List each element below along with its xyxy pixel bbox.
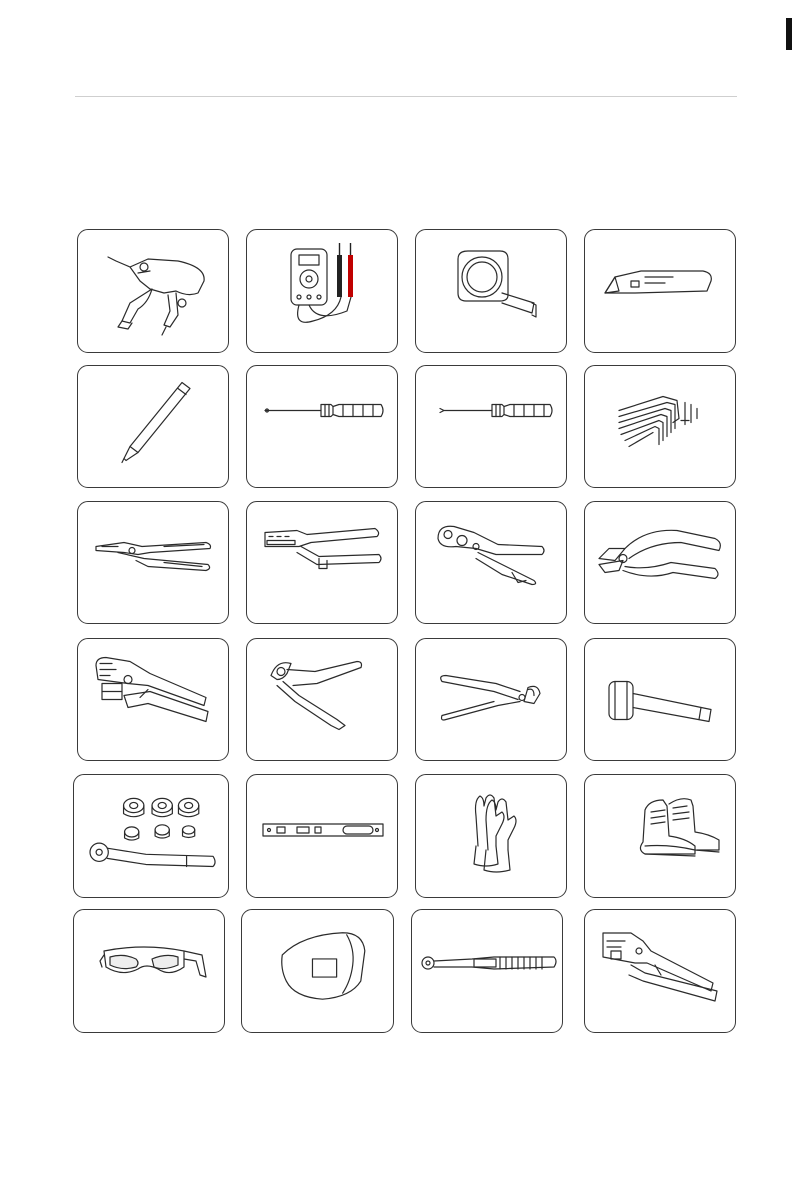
tool-tile	[584, 909, 736, 1033]
tool-tile	[415, 501, 567, 624]
tool-tile	[241, 909, 394, 1033]
spirit-level-icon	[247, 775, 397, 897]
safety-boots-icon	[585, 775, 735, 897]
tape-measure-icon	[416, 230, 566, 352]
terminal-crimper-icon	[78, 639, 228, 760]
tool-tile	[584, 774, 736, 898]
mc4-crimping-tool-icon	[585, 910, 735, 1032]
phillips-screwdriver-icon	[247, 366, 397, 487]
tool-tile	[77, 638, 229, 761]
cable-cutter-icon	[416, 639, 566, 760]
insulated-gloves-icon	[416, 775, 566, 897]
safety-goggles-icon	[74, 910, 224, 1032]
tool-tile	[77, 501, 229, 624]
cable-shears-icon	[247, 639, 397, 760]
hex-key-set-icon	[585, 366, 735, 487]
header-rule	[75, 96, 737, 97]
tool-tile	[415, 774, 567, 898]
tool-tile	[584, 229, 736, 353]
crimping-tool-icon	[247, 502, 397, 623]
tool-tile	[246, 501, 398, 624]
tool-tile	[246, 365, 398, 488]
utility-knife-icon	[585, 230, 735, 352]
tool-tile	[415, 229, 567, 353]
tool-tile	[415, 638, 567, 761]
dust-mask-icon	[242, 910, 393, 1032]
rubber-mallet-icon	[585, 639, 735, 760]
tool-tile	[77, 365, 229, 488]
socket-wrench-set-icon	[74, 775, 228, 897]
tool-tile	[415, 365, 567, 488]
hammer-drill-icon	[78, 230, 228, 352]
tool-tile	[73, 774, 229, 898]
multimeter-icon	[247, 230, 397, 352]
tool-tile	[246, 638, 398, 761]
tool-tile	[584, 638, 736, 761]
tool-tile	[77, 229, 229, 353]
tool-tile	[246, 229, 398, 353]
marker-pen-icon	[78, 366, 228, 487]
flat-screwdriver-icon	[416, 366, 566, 487]
tool-tile	[246, 774, 398, 898]
page-edge-mark	[783, 18, 795, 50]
tool-tile	[73, 909, 225, 1033]
torque-wrench-icon	[412, 910, 562, 1032]
tool-tile	[584, 501, 736, 624]
tool-tile	[584, 365, 736, 488]
tool-tile	[411, 909, 563, 1033]
cable-crimper-icon	[416, 502, 566, 623]
diagonal-pliers-icon	[585, 502, 735, 623]
wire-stripper-icon	[78, 502, 228, 623]
